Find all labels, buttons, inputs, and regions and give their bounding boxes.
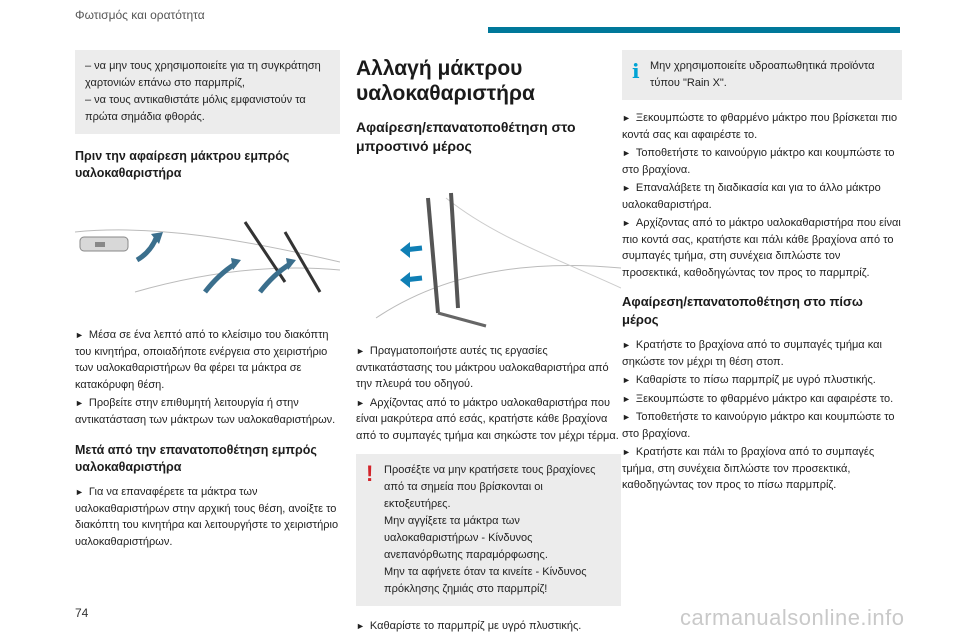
list-item: ► Κρατήστε το βραχίονα από το συμπαγές τμήμα και σηκώστε τον μέχρι τη θέση στοπ. <box>622 339 882 368</box>
triangle-right-icon: ► <box>356 397 365 408</box>
page-number: 74 <box>75 606 89 620</box>
section-title: Αφαίρεση/επανατοποθέτηση στο πίσω μέρος <box>622 294 863 327</box>
list-item: ► Για να επαναφέρετε τα μάκτρα των υαλοκαθαριστήρων στην αρχική τους θέση, ανοίξτε το διακόπτη του κινητήρα και λειτουργήστε το χειριστήριο υαλοκαθαριστήρων. <box>75 486 339 548</box>
section-title: Πριν την αφαίρεση μάκτρου εμπρός υαλοκαθαριστήρα <box>75 149 290 180</box>
list-item: ► Τοποθετήστε το καινούργιο μάκτρο και κουμπώστε το στο βραχίονα. <box>622 411 895 440</box>
note-line: – να μην τους χρησιμοποιείτε για τη συγκράτηση χαρτονιών επάνω στο παρμπρίζ, <box>85 60 321 89</box>
warning-text: Προσέξτε να μην κρατήσετε τους βραχίονες από τα σημεία που βρίσκονται οι εκτοξευτήρες. <box>384 464 596 510</box>
page-title: Αλλαγή μάκτρου υαλοκαθαριστήρα <box>356 57 535 105</box>
warning-text: Μην αγγίξετε τα μάκτρα των υαλοκαθαριστήρων - Κίνδυνος ανεπανόρθωτης παραμόρφωσης. <box>384 515 548 561</box>
watermark: carmanualsonline.info <box>680 605 905 630</box>
info-box <box>622 50 902 100</box>
column-3 <box>622 50 902 496</box>
list-item: ► Αρχίζοντας από το μάκτρο υαλοκαθαριστήρα που είναι πιο κοντά σας, κρατήστε και πάλι κάθε βραχίονα από το συμπαγές τμήμα, στη συνέχεια διπλώστε τον προσεκτικά, καθοδηγώντας τον προς το παρμπρίζ. <box>622 217 901 279</box>
list-item: ► Πραγματοποιήστε αυτές τις εργασίες αντικατάστασης του μάκτρου υαλοκαθαριστήρα από την πλευρά του οδηγού. <box>356 345 609 390</box>
list-item: ► Ξεκουμπώστε το φθαρμένο μάκτρο και αφαιρέστε το. <box>622 392 894 405</box>
triangle-right-icon: ► <box>622 412 631 422</box>
warning-text: Μην τα αφήνετε όταν τα κινείτε - Κίνδυνος πρόκλησης ζημιάς στο παρμπρίζ! <box>384 566 587 595</box>
info-text: Μην χρησιμοποιείτε υδροαπωθητικά προϊόντα τύπου "Rain X". <box>650 60 875 89</box>
triangle-right-icon: ► <box>622 340 631 350</box>
note-box <box>75 50 340 134</box>
info-icon: i <box>632 59 640 83</box>
column-2 <box>356 50 621 637</box>
triangle-right-icon: ► <box>622 375 631 385</box>
list-item: ► Προβείτε στην επιθυμητή λειτουργία ή στην αντικατάσταση των μάκτρων των υαλοκαθαριστήρων. <box>75 397 336 426</box>
exclamation-icon: ! <box>366 461 374 486</box>
list-item: ► Καθαρίστε το πίσω παρμπρίζ με υγρό πλυστικής. <box>622 374 876 386</box>
list-item: ► Επαναλάβετε τη διαδικασία και για το άλλο μάκτρο υαλοκαθαριστήρα. <box>622 182 881 211</box>
list-item: ► Αρχίζοντας από το μάκτρο υαλοκαθαριστήρα που είναι μακρύτερα από εσάς, κρατήστε κάθε βραχίονα από το συμπαγές τμήμα και σηκώστε τον μέχρι τέρμα. <box>356 396 619 442</box>
triangle-right-icon: ► <box>356 621 365 631</box>
list-item: ► Τοποθετήστε το καινούργιο μάκτρο και κουμπώστε το στο βραχίονα. <box>622 147 895 176</box>
header-title: Φωτισμός και ορατότητα <box>75 8 205 22</box>
triangle-right-icon: ► <box>356 346 365 356</box>
list-item: ► Καθαρίστε το παρμπρίζ με υγρό πλυστικής. <box>356 620 582 632</box>
wiper-stalk-illustration <box>75 202 340 312</box>
section-subtitle: Αφαίρεση/επανατοποθέτηση στο μπροστινό μέρος <box>356 119 576 154</box>
note-line: – να τους αντικαθιστάτε μόλις εμφανιστούν τα πρώτα σημάδια φθοράς. <box>85 94 306 123</box>
column-1 <box>75 50 340 552</box>
triangle-right-icon: ► <box>622 148 631 158</box>
list-item: ► Ξεκουμπώστε το φθαρμένο μάκτρο που βρίσκεται πιο κοντά σας και αφαιρέστε το. <box>622 112 898 141</box>
warning-box <box>356 454 621 606</box>
triangle-right-icon: ► <box>75 487 84 497</box>
triangle-right-icon: ► <box>75 330 84 340</box>
triangle-right-icon: ► <box>622 447 631 457</box>
triangle-right-icon: ► <box>622 113 631 123</box>
list-item: ► Κρατήστε και πάλι το βραχίονα από το συμπαγές τμήμα, στη συνέχεια διπλώστε τον προσεκτικά, καθοδηγώντας τον προς το πίσω παρμπρίζ. <box>622 446 875 491</box>
triangle-right-icon: ► <box>622 183 631 193</box>
list-item: ► Μέσα σε ένα λεπτό από το κλείσιμο του διακόπτη του κινητήρα, οποιαδήποτε ενέργεια στο χειριστήριο των υαλοκαθαριστήρων θα φέρει τα μάκτρα σε κατακόρυφη θέση. <box>75 329 329 391</box>
header-bar <box>488 27 900 33</box>
section-title: Μετά από την επανατοποθέτηση εμπρός υαλοκαθαριστήρα <box>75 443 317 474</box>
triangle-right-icon: ► <box>622 393 631 404</box>
wiper-arm-lift-illustration <box>356 178 621 328</box>
triangle-right-icon: ► <box>622 218 631 228</box>
triangle-right-icon: ► <box>75 398 84 408</box>
